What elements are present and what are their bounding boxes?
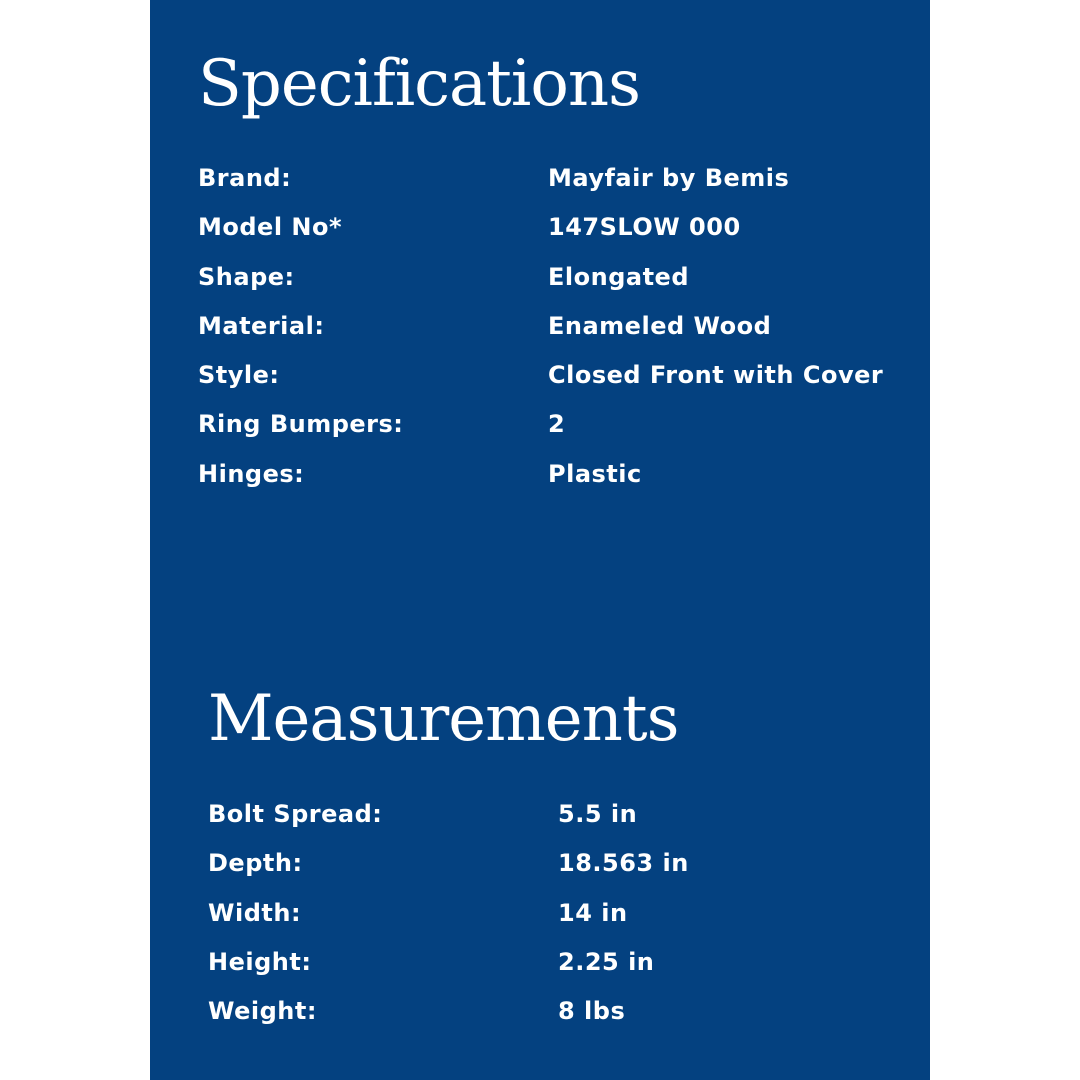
measurements-heading: Measurements (208, 682, 679, 756)
spec-value: Enameled Wood (548, 311, 772, 340)
spec-label: Style: (198, 361, 280, 390)
spec-value: Plastic (548, 459, 642, 488)
spec-label: Model No* (198, 213, 343, 242)
meas-label: Height: (208, 947, 312, 976)
spec-label: Shape: (198, 262, 295, 291)
meas-value: 2.25 in (558, 947, 655, 976)
spec-value: 147SLOW 000 (548, 213, 741, 242)
meas-value: 8 lbs (558, 997, 626, 1026)
meas-value: 18.563 in (558, 849, 689, 878)
meas-value: 5.5 in (558, 800, 638, 828)
spec-label: Brand: (198, 164, 292, 192)
spec-value: Mayfair by Bemis (548, 164, 790, 192)
meas-label: Bolt Spread: (208, 800, 383, 828)
meas-label: Weight: (208, 997, 317, 1026)
spec-label: Ring Bumpers: (198, 410, 404, 439)
meas-value: 14 in (558, 898, 628, 927)
spec-value: Closed Front with Cover (548, 361, 884, 390)
spec-panel (150, 0, 930, 1080)
specifications-heading: Specifications (198, 47, 640, 121)
spec-value: 2 (548, 410, 566, 439)
meas-label: Width: (208, 898, 302, 927)
spec-label: Material: (198, 311, 325, 340)
meas-label: Depth: (208, 849, 303, 878)
spec-value: Elongated (548, 262, 689, 291)
spec-label: Hinges: (198, 459, 305, 488)
